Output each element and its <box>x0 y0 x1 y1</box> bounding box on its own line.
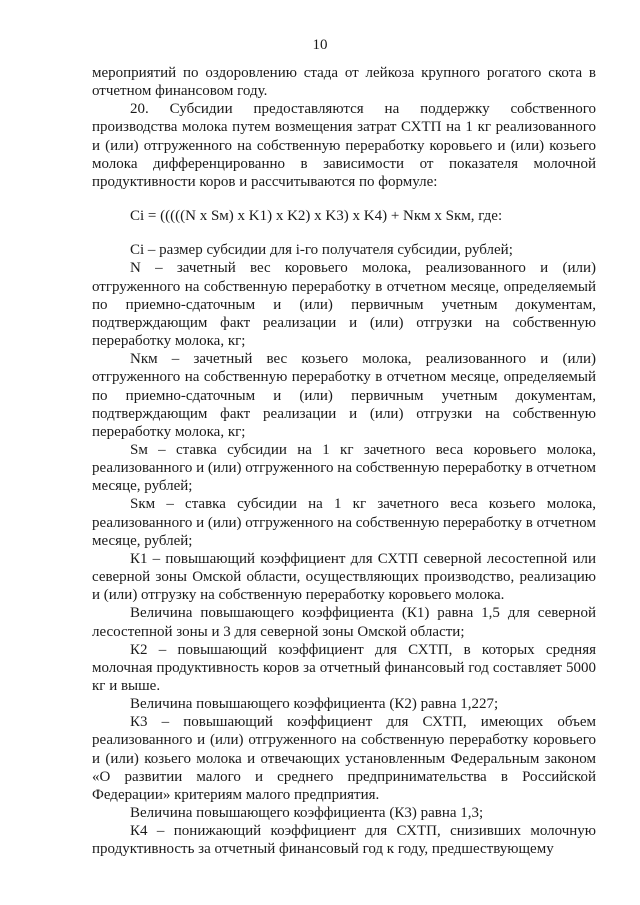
value-k2: Величина повышающего коэффициента (К2) равна 1,227; <box>130 696 499 713</box>
page-number: 10 <box>312 37 328 53</box>
definition-ci: Ci – размер субсидии для i-го получателя субсидии, рублей; <box>130 242 513 259</box>
paragraph-continuation: мероприятий по оздоровлению стада от лейкоза крупного рогатого скота в отчетном финансовом году. <box>92 65 596 100</box>
definition-nkm: Nкм – зачетный вес козьего молока, реализованного и (или) отгруженного на собственную переработку в отчетном месяце, определяемый по приемно-сдаточным и (или) первичным учетным документам, подтверждающим факт реализации и (или) отгрузки на собственную переработку молока, кг; <box>92 351 596 440</box>
document-body <box>92 64 596 859</box>
definition-k3: К3 – повышающий коэффициент для СХТП, имеющих объем реализованного и (или) отгруженного на собственную переработку коровьего и (или) козьего молока и отвечающих установленным Федеральным законом «О развитии малого и среднего предпринимательства в Российской Федерации» критериям малого предприятия. <box>92 714 596 803</box>
definition-n: N – зачетный вес коровьего молока, реализованного и (или) отгруженного на собственную переработку в отчетном месяце, определяемый по приемно-сдаточным и (или) первичным учетным документам, подтверждающим факт реализации и (или) отгрузки на собственную переработку молока, кг; <box>92 260 596 350</box>
definition-k1: К1 – повышающий коэффициент для СХТП северной лесостепной или северной зоны Омской области, осуществляющих производство, реализацию и (или) отгрузку на собственную переработку коровьего молока. <box>92 550 596 604</box>
definition-skm: Sкм – ставка субсидии на 1 кг зачетного веса козьего молока, реализованного и (или) отгруженного на собственную переработку в отчетном месяце, рублей; <box>92 496 596 549</box>
definition-k4: К4 – понижающий коэффициент для СХТП, снизивших молочную продуктивность за отчетный финансовый год к году, предшествующему <box>92 823 596 858</box>
definition-k2: К2 – повышающий коэффициент для СХТП, в которых средняя молочная продуктивность коров за отчетный финансовый год составляет 5000 кг и выше. <box>92 641 596 694</box>
paragraph-item-20: 20. Субсидии предоставляются на поддержку собственного производства молока путем возмещения затрат СХТП на 1 кг реализованного и (или) отгруженного на собственную переработку коровьего и (или) козьего молока дифференцированно в зависимости от показателя молочной продуктивности коров и рассчитываются по формуле: <box>92 101 596 190</box>
subsidy-formula: Ci = (((((N x Sм) x K1) x K2) x K3) x K4) + Nкм x Sкм, где: <box>130 208 503 225</box>
value-k3: Величина повышающего коэффициента (К3) равна 1,3; <box>130 805 484 822</box>
value-k1: Величина повышающего коэффициента (К1) равна 1,5 для северной лесостепной зоны и 3 для северной зоны Омской области; <box>92 605 596 640</box>
definition-sm: Sм – ставка субсидии на 1 кг зачетного веса коровьего молока, реализованного и (или) отгруженного на собственную переработку в отчетном месяце, рублей; <box>92 441 596 495</box>
